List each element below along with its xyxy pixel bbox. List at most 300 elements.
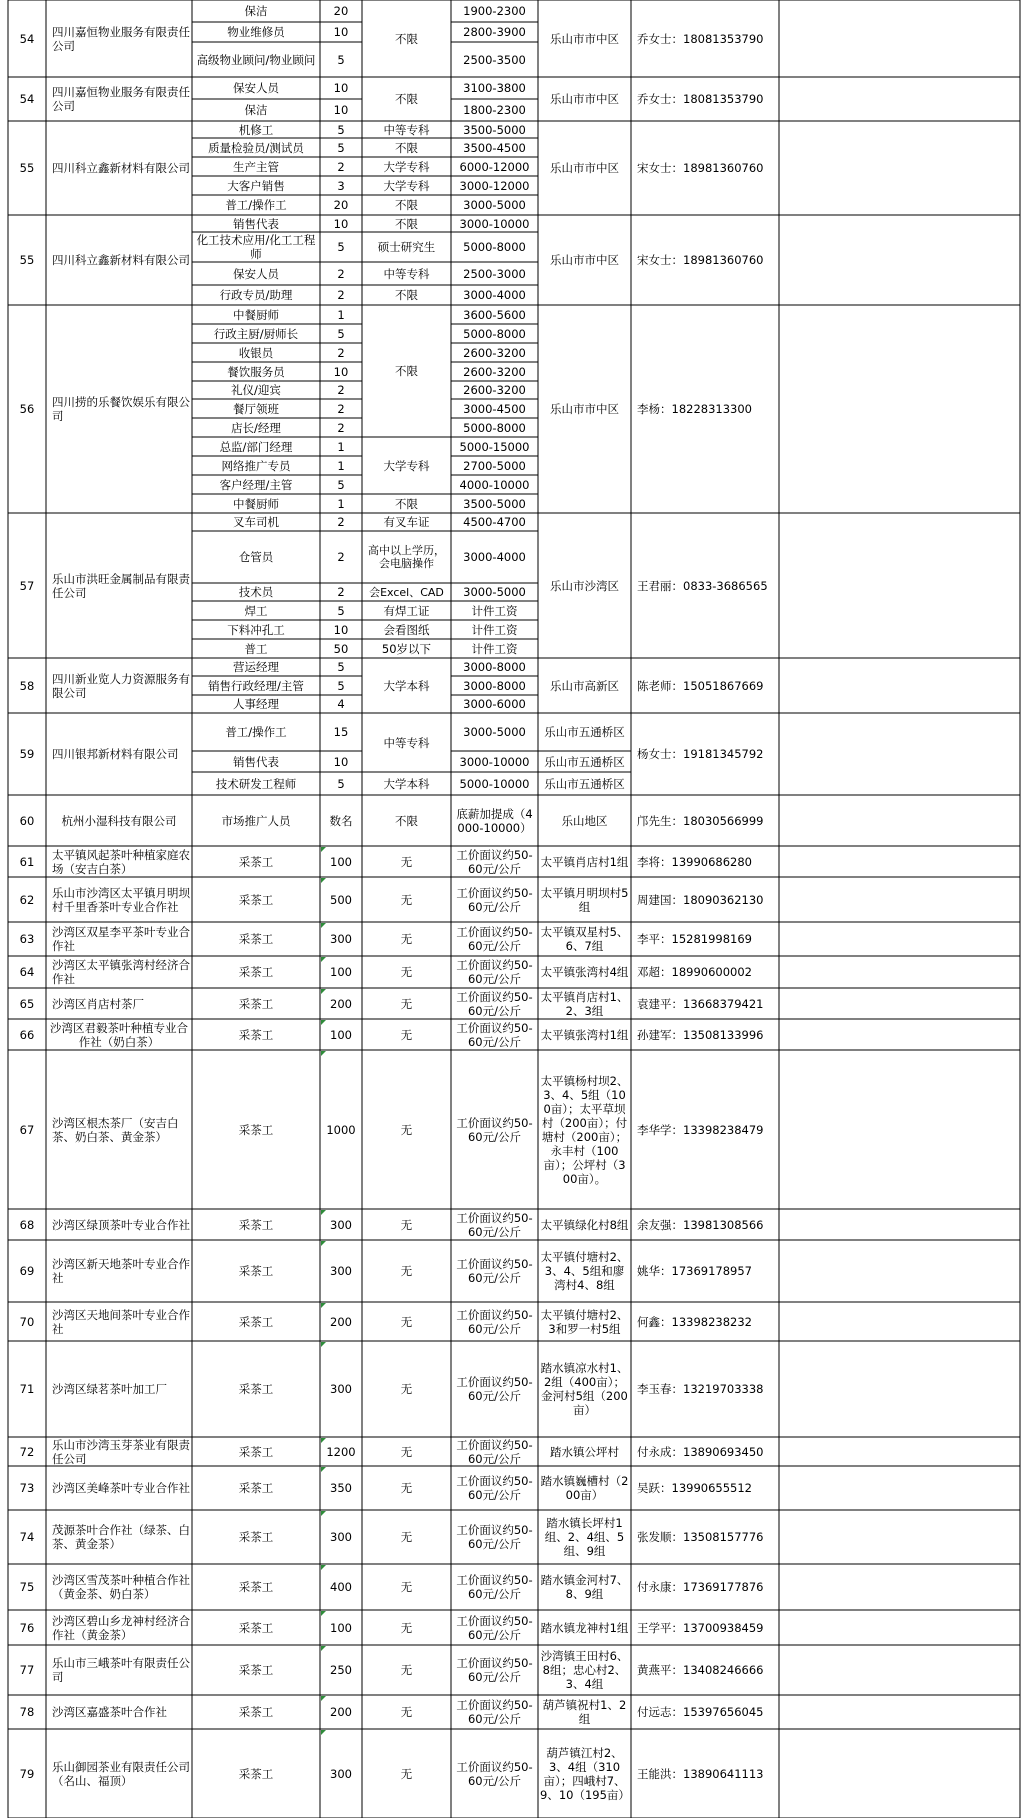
headcount: 2 (337, 288, 345, 302)
work-location: 太平镇双星村5、6、7组 (540, 925, 629, 953)
work-location: 踏水镇凉水村1、2组（400亩）；金河村5组（200亩） (540, 1361, 629, 1417)
headcount: 2 (337, 345, 345, 360)
education-requirement: 不限 (395, 813, 418, 828)
salary-range: 工价面议约50-60元/公斤 (456, 1698, 533, 1726)
salary-range: 2600-3200 (463, 383, 526, 397)
work-location: 乐山市市中区 (550, 161, 619, 175)
job-position: 高级物业顾问/物业顾问 (196, 52, 316, 67)
contact-info: 乔女士：18081353790 (637, 92, 764, 106)
contact-info: 李平：15281998169 (637, 932, 752, 946)
contact-info: 李杨：18228313300 (637, 402, 752, 416)
job-position: 技术研发工程师 (215, 776, 297, 791)
job-position: 物业维修员 (227, 25, 285, 39)
company-name: 乐山市三峨茶叶有限责任公司 (52, 1656, 190, 1684)
row-number: 56 (19, 402, 35, 416)
education-requirement: 大学本科 (383, 776, 430, 791)
contact-info: 吴跃：13990655512 (637, 1481, 752, 1495)
work-location: 葫芦镇江村2、3、4组（310亩）；四峨村7、9、10（195亩） (540, 1745, 630, 1802)
headcount: 5 (337, 122, 345, 137)
row-number: 54 (19, 92, 35, 106)
contact-info: 余友强：13981308566 (637, 1217, 764, 1232)
contact-info: 姚华：17369178957 (637, 1264, 752, 1278)
row-number: 76 (19, 1620, 35, 1635)
education-requirement: 无 (400, 1444, 413, 1459)
row-number: 58 (19, 678, 35, 693)
salary-range: 4500-4700 (463, 515, 526, 529)
headcount: 300 (330, 1217, 352, 1232)
company-name: 乐山市沙湾区太平镇月明坝村千里香茶叶专业合作社 (52, 885, 190, 914)
company-name: 沙湾区肖店村茶厂 (52, 996, 144, 1011)
salary-range: 工价面议约50-60元/公斤 (456, 1437, 533, 1466)
row-number: 64 (19, 965, 35, 979)
job-position: 采茶工 (238, 1620, 274, 1635)
headcount: 1200 (326, 1444, 356, 1459)
salary-range: 3000-8000 (463, 678, 526, 693)
job-position: 市场推广人员 (221, 813, 291, 828)
company-name: 沙湾区雪茂茶叶种植合作社（黄金茶、奶白茶） (52, 1573, 190, 1601)
headcount: 300 (330, 1264, 352, 1278)
company-name: 沙湾区美峰茶叶专业合作社 (52, 1481, 190, 1495)
work-location: 乐山市五通桥区 (544, 776, 625, 791)
company-name: 沙湾区太平镇张湾村经济合作社 (52, 958, 190, 986)
job-position: 采茶工 (238, 1314, 274, 1329)
education-requirement: 大学专科 (383, 178, 430, 193)
salary-range: 工价面议约50-60元/公斤 (456, 925, 533, 953)
job-position: 机修工 (238, 122, 274, 137)
salary-range: 3500-5000 (463, 122, 526, 137)
company-name: 沙湾区君毅茶叶种植专业合作社（奶白茶） (50, 1020, 188, 1049)
row-number: 62 (19, 892, 35, 907)
job-position: 销售代表 (233, 216, 279, 231)
work-location: 踏水镇金河村7、8、9组 (540, 1573, 629, 1601)
cell-comment-marker (321, 1730, 326, 1735)
row-number: 68 (19, 1217, 35, 1232)
headcount: 5 (337, 52, 345, 67)
job-position: 保洁 (244, 4, 268, 18)
cell-comment-marker (321, 1511, 326, 1516)
job-position: 普工/操作工 (225, 725, 287, 739)
salary-range: 2600-3200 (463, 364, 526, 379)
headcount: 15 (333, 725, 349, 739)
company-name: 沙湾区绿茗茶叶加工厂 (52, 1382, 167, 1396)
salary-range: 2500-3000 (463, 266, 526, 281)
cell-comment-marker (321, 878, 326, 883)
job-position: 总监/部门经理 (219, 439, 293, 454)
headcount: 300 (330, 1766, 352, 1781)
salary-range: 工价面议约50-60元/公斤 (456, 1210, 533, 1239)
education-requirement: 无 (400, 1122, 413, 1137)
salary-range: 3000-10000 (459, 754, 530, 769)
work-location: 太平镇月明坝村5组 (540, 885, 629, 914)
headcount: 5 (337, 776, 345, 791)
company-name: 乐山市洪旺金属制品有限责任公司 (52, 571, 190, 600)
salary-range: 工价面议约50-60元/公斤 (456, 885, 533, 914)
headcount: 3 (337, 178, 345, 193)
headcount: 10 (333, 364, 349, 379)
job-position: 网络推广专员 (221, 458, 291, 473)
salary-range: 工价面议约50-60元/公斤 (456, 1523, 533, 1551)
education-requirement: 无 (400, 1314, 413, 1329)
work-location: 太平镇付塘村2、3、4、5组和廖湾村4、8组 (540, 1250, 629, 1292)
row-number: 57 (19, 578, 35, 593)
row-number: 78 (19, 1705, 35, 1719)
education-requirement: 无 (400, 1530, 413, 1544)
education-requirement: 中等专科 (383, 266, 430, 281)
company-name: 四川捞的乐餐饮娱乐有限公司 (52, 395, 190, 423)
salary-range: 计件工资 (471, 641, 518, 656)
cell-comment-marker (321, 1467, 326, 1472)
job-position: 保洁 (244, 103, 268, 117)
job-position: 中餐厨师 (233, 496, 279, 511)
salary-range: 2600-3200 (463, 345, 526, 360)
job-position: 客户经理/主管 (219, 477, 293, 492)
headcount: 250 (330, 1663, 352, 1677)
job-position: 保安人员 (233, 81, 279, 95)
company-name: 乐山御园茶业有限责任公司（名山、福顶） (52, 1759, 190, 1788)
job-position: 收银员 (238, 345, 274, 360)
row-number: 55 (19, 253, 35, 267)
headcount: 200 (330, 996, 352, 1011)
salary-range: 工价面议约50-60元/公斤 (456, 1474, 533, 1502)
salary-range: 3000-4000 (463, 550, 526, 564)
education-requirement: 不限 (395, 288, 418, 302)
salary-range: 4000-10000 (459, 477, 530, 492)
headcount: 20 (333, 4, 349, 18)
education-requirement: 会Excel、CAD (369, 585, 444, 599)
contact-info: 邓超：18990600002 (637, 965, 752, 979)
contact-info: 王能洪：13890641113 (637, 1766, 764, 1781)
row-number: 63 (19, 932, 35, 946)
headcount: 350 (330, 1481, 352, 1495)
job-position: 保安人员 (233, 266, 279, 281)
company-name: 四川科立鑫新材料有限公司 (52, 253, 190, 267)
education-requirement: 无 (400, 854, 413, 869)
salary-range: 3000-5000 (463, 585, 526, 599)
cell-comment-marker (321, 989, 326, 994)
headcount: 2 (337, 401, 345, 416)
education-requirement: 中等专科 (383, 735, 430, 750)
contact-info: 黄燕平：13408246666 (637, 1663, 764, 1677)
education-requirement: 无 (400, 1705, 413, 1719)
work-location: 踏水镇长坪村1组、2、4组、5组、9组 (544, 1516, 625, 1558)
job-position: 销售行政经理/主管 (208, 678, 304, 693)
education-requirement: 无 (400, 1481, 413, 1495)
headcount: 100 (330, 1620, 352, 1635)
headcount: 5 (337, 477, 345, 492)
job-position: 餐厅领班 (233, 401, 279, 416)
headcount: 2 (337, 585, 345, 599)
headcount: 5 (337, 603, 345, 618)
salary-range: 6000-12000 (459, 159, 530, 174)
salary-range: 2700-5000 (463, 458, 526, 473)
salary-range: 工价面议约50-60元/公斤 (456, 1613, 533, 1642)
salary-range: 3000-5000 (463, 725, 526, 739)
headcount: 50 (333, 641, 349, 656)
cell-comment-marker (321, 1051, 326, 1056)
work-location: 太平镇张湾村4组 (540, 965, 629, 979)
education-requirement: 无 (400, 965, 413, 979)
cell-comment-marker (321, 1342, 326, 1347)
cell-comment-marker (321, 1565, 326, 1570)
contact-info: 杨女士：19181345792 (637, 747, 764, 761)
salary-range: 3000-4000 (463, 288, 526, 302)
headcount: 400 (330, 1580, 352, 1594)
work-location: 乐山市沙湾区 (550, 578, 619, 593)
row-number: 59 (19, 747, 35, 761)
cell-comment-marker (321, 1646, 326, 1651)
salary-range: 3600-5600 (463, 307, 526, 322)
contact-info: 王学平：13700938459 (637, 1620, 764, 1635)
headcount: 5 (337, 678, 345, 693)
headcount: 5 (337, 326, 345, 341)
education-requirement: 无 (400, 892, 413, 907)
headcount: 2 (337, 159, 345, 174)
job-position: 普工/操作工 (225, 198, 287, 212)
row-number: 70 (19, 1314, 35, 1329)
row-number: 73 (19, 1481, 35, 1495)
salary-range: 5000-15000 (459, 439, 530, 454)
work-location: 太平镇杨村坝2、3、4、5组（100亩）；太平草坝村（200亩）；付塘村（200亩）；永丰村（100亩）；公坪村（300亩）。 (540, 1073, 629, 1186)
headcount: 100 (330, 1027, 352, 1042)
contact-info: 陈老师：15051867669 (637, 678, 764, 693)
contact-info: 付永成：13890693450 (637, 1444, 764, 1459)
headcount: 10 (333, 754, 349, 769)
job-position: 店长/经理 (231, 420, 281, 435)
education-requirement: 无 (400, 1264, 413, 1278)
headcount: 300 (330, 1530, 352, 1544)
salary-range: 2500-3500 (463, 52, 526, 67)
headcount: 2 (337, 266, 345, 281)
salary-range: 计件工资 (471, 622, 518, 637)
contact-info: 李将：13990686280 (637, 854, 752, 869)
job-position: 大客户销售 (227, 178, 285, 193)
company-name: 沙湾区根杰茶厂（安吉白茶、奶白茶、黄金茶） (52, 1115, 179, 1144)
education-requirement: 会看图纸 (383, 622, 430, 637)
education-requirement: 硕士研究生 (377, 240, 436, 254)
salary-range: 工价面议约50-60元/公斤 (456, 1307, 533, 1336)
work-location: 太平镇绿化村8组 (540, 1217, 629, 1232)
contact-info: 周建国：18090362130 (637, 892, 764, 907)
contact-info: 孙建军：13508133996 (637, 1027, 764, 1042)
job-position: 化工技术应用/化工工程师 (196, 233, 316, 261)
education-requirement: 大学专科 (383, 458, 430, 473)
education-requirement: 不限 (395, 364, 418, 378)
education-requirement: 有焊工证 (383, 603, 430, 618)
work-location: 踏水镇龙神村1组 (540, 1620, 629, 1635)
salary-range: 3000-5000 (463, 198, 526, 212)
work-location: 踏水镇公坪村 (550, 1444, 619, 1459)
headcount: 20 (333, 198, 349, 212)
contact-info: 付永康：17369177876 (637, 1580, 764, 1594)
contact-info: 李华学：13398238479 (637, 1122, 764, 1137)
education-requirement: 无 (400, 1766, 413, 1781)
salary-range: 5000-8000 (463, 420, 526, 435)
contact-info: 李玉春：13219703338 (637, 1382, 764, 1396)
row-number: 72 (19, 1444, 35, 1459)
salary-range: 3000-8000 (463, 660, 526, 674)
salary-range: 3000-4500 (463, 401, 526, 416)
headcount: 10 (333, 103, 349, 117)
job-position: 采茶工 (238, 1122, 274, 1137)
company-name: 四川嘉恒物业服务有限责任公司 (52, 24, 190, 53)
work-location: 乐山市市中区 (550, 92, 619, 106)
salary-range: 1900-2300 (463, 4, 526, 18)
work-location: 踏水镇巍槽村（200亩） (540, 1474, 629, 1502)
work-location: 乐山市高新区 (550, 678, 619, 693)
education-requirement: 无 (400, 932, 413, 946)
salary-range: 工价面议约50-60元/公斤 (456, 1573, 533, 1601)
headcount: 200 (330, 1705, 352, 1719)
salary-range: 工价面议约50-60元/公斤 (456, 1020, 533, 1049)
salary-range: 工价面议约50-60元/公斤 (456, 1656, 533, 1684)
salary-range: 工价面议约50-60元/公斤 (456, 847, 533, 876)
cell-comment-marker (321, 1210, 326, 1215)
job-position: 行政专员/助理 (219, 288, 293, 302)
row-number: 55 (19, 161, 35, 175)
headcount: 300 (330, 932, 352, 946)
education-requirement: 无 (400, 996, 413, 1011)
salary-range: 5000-10000 (459, 776, 530, 791)
work-location: 乐山地区 (561, 813, 608, 828)
job-position: 采茶工 (238, 1382, 274, 1396)
contact-info: 付远志：15397656045 (637, 1705, 764, 1719)
work-location: 乐山市市中区 (550, 31, 619, 46)
headcount: 4 (337, 697, 345, 711)
company-name: 乐山市沙湾玉芽茶业有限责任公司 (52, 1437, 190, 1466)
education-requirement: 无 (400, 1382, 413, 1396)
job-position: 叉车司机 (233, 515, 279, 529)
salary-range: 5000-8000 (463, 326, 526, 341)
headcount: 300 (330, 1382, 352, 1396)
education-requirement: 不限 (395, 31, 418, 46)
row-number: 60 (19, 813, 35, 828)
company-name: 四川新业览人力资源服务有限公司 (52, 671, 190, 700)
company-name: 茂源茶叶合作社（绿茶、白茶、黄金茶） (52, 1523, 190, 1551)
education-requirement: 不限 (395, 198, 418, 212)
row-number: 77 (19, 1663, 35, 1677)
education-requirement: 无 (400, 1663, 413, 1677)
headcount: 1 (337, 496, 345, 511)
company-name: 沙湾区新天地茶叶专业合作社 (52, 1257, 190, 1285)
job-position: 采茶工 (238, 1705, 274, 1719)
job-position: 采茶工 (238, 965, 274, 979)
headcount: 1000 (326, 1122, 356, 1137)
work-location: 太平镇张湾村1组 (540, 1027, 629, 1042)
education-requirement: 大学专科 (383, 159, 430, 174)
contact-info: 乔女士：18081353790 (637, 31, 764, 46)
contact-info: 宋女士：18981360760 (637, 253, 764, 267)
company-name: 四川科立鑫新材料有限公司 (52, 161, 190, 175)
job-position: 采茶工 (238, 1444, 274, 1459)
job-position: 生产主管 (233, 159, 279, 174)
salary-range: 1800-2300 (463, 103, 526, 117)
row-number: 79 (19, 1766, 35, 1781)
company-name: 沙湾区碧山乡龙神村经济合作社（黄金茶） (52, 1613, 190, 1642)
work-location: 沙湾镇王田村6、8组；忠心村2、3、4组 (540, 1649, 629, 1691)
job-position: 仓管员 (238, 550, 274, 564)
cell-comment-marker (321, 1020, 326, 1025)
job-position: 采茶工 (238, 1663, 274, 1677)
education-requirement: 无 (400, 1580, 413, 1594)
salary-range: 3000-10000 (459, 216, 530, 231)
salary-range: 3500-5000 (463, 496, 526, 511)
headcount: 10 (333, 622, 349, 637)
company-name: 沙湾区嘉盛茶叶合作社 (52, 1705, 167, 1719)
row-number: 66 (19, 1027, 35, 1042)
job-position: 礼仪/迎宾 (231, 383, 281, 397)
company-name: 太平镇风起茶叶种植家庭农场（安吉白茶） (52, 847, 190, 876)
job-position: 采茶工 (238, 932, 274, 946)
work-location: 太平镇肖店村1、2、3组 (540, 989, 629, 1018)
company-name: 四川嘉恒物业服务有限责任公司 (52, 85, 190, 113)
work-location: 太平镇付塘村2、3和罗一村5组 (540, 1307, 629, 1336)
job-position: 质量检验员/测试员 (208, 140, 304, 155)
job-position: 中餐厨师 (233, 307, 279, 322)
salary-range: 工价面议约50-60元/公斤 (456, 1375, 533, 1403)
salary-range: 3000-6000 (463, 697, 526, 711)
job-position: 采茶工 (238, 1530, 274, 1544)
education-requirement: 不限 (395, 92, 418, 106)
contact-info: 邝先生：18030566999 (637, 813, 764, 828)
education-requirement: 有叉车证 (383, 515, 430, 529)
education-requirement: 大学本科 (383, 678, 430, 693)
job-position: 行政主厨/厨师长 (213, 326, 299, 341)
company-name: 四川银邦新材料有限公司 (52, 747, 179, 761)
contact-info: 宋女士：18981360760 (637, 161, 764, 175)
cell-comment-marker (321, 1696, 326, 1701)
job-position: 下料冲孔工 (227, 622, 285, 637)
education-requirement: 50岁以下 (381, 641, 432, 656)
job-position: 采茶工 (238, 1264, 274, 1278)
headcount: 数名 (329, 813, 353, 828)
headcount: 10 (333, 81, 349, 95)
job-position: 采茶工 (238, 1766, 274, 1781)
cell-comment-marker (321, 1611, 326, 1616)
education-requirement: 不限 (395, 140, 418, 155)
salary-range: 计件工资 (471, 603, 518, 618)
contact-info: 袁建平：13668379421 (637, 996, 764, 1011)
salary-range: 底薪加提成（4000-10000） (456, 806, 533, 835)
headcount: 2 (337, 420, 345, 435)
job-position: 采茶工 (238, 996, 274, 1011)
headcount: 5 (337, 140, 345, 155)
salary-range: 工价面议约50-60元/公斤 (456, 989, 533, 1018)
work-location: 葫芦镇祝村1、2组 (542, 1698, 627, 1726)
job-position: 采茶工 (238, 1481, 274, 1495)
salary-range: 工价面议约50-60元/公斤 (456, 1257, 533, 1285)
education-requirement: 高中以上学历，会电脑操作 (368, 544, 445, 570)
headcount: 2 (337, 383, 345, 397)
job-position: 采茶工 (238, 1027, 274, 1042)
row-number: 65 (19, 996, 35, 1011)
job-position: 餐饮服务员 (227, 364, 285, 379)
headcount: 2 (337, 550, 345, 564)
headcount: 100 (330, 854, 352, 869)
row-number: 75 (19, 1580, 35, 1594)
salary-range: 工价面议约50-60元/公斤 (456, 1759, 533, 1788)
headcount: 1 (337, 458, 345, 473)
work-location: 太平镇肖店村1组 (540, 854, 629, 869)
headcount: 1 (337, 439, 345, 454)
education-requirement: 无 (400, 1217, 413, 1232)
headcount: 5 (337, 240, 345, 254)
salary-range: 3100-3800 (463, 81, 526, 95)
headcount: 2 (337, 515, 345, 529)
row-number: 74 (19, 1530, 35, 1544)
headcount: 100 (330, 965, 352, 979)
work-location: 乐山市五通桥区 (544, 725, 625, 739)
contact-info: 张发顺：13508157776 (637, 1530, 764, 1544)
